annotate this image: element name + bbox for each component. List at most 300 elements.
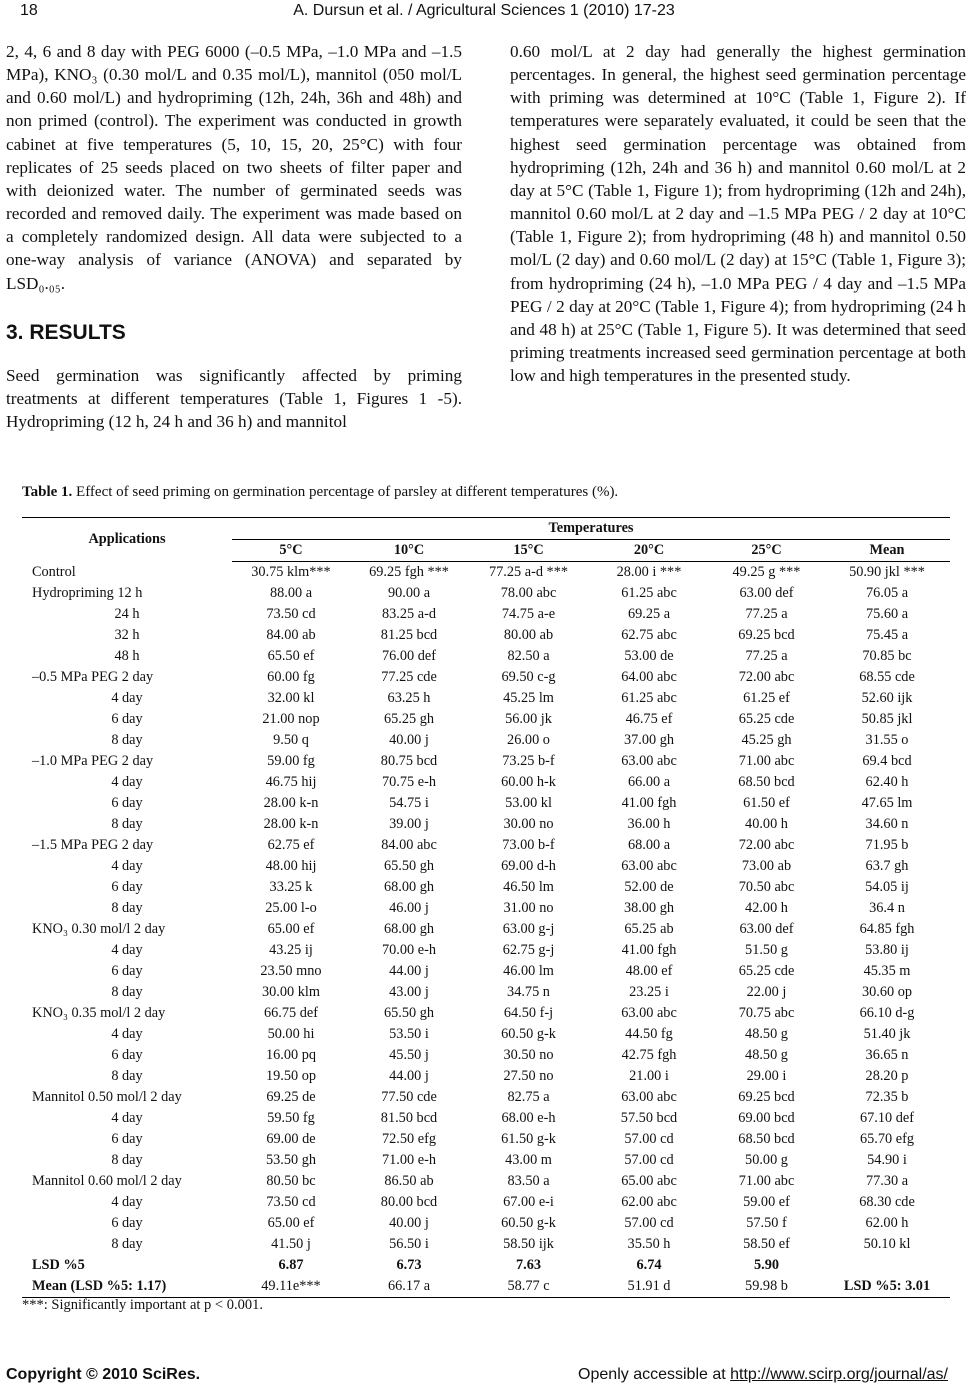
page-number: 18	[20, 2, 38, 19]
table-row	[22, 856, 950, 877]
table-row	[22, 793, 950, 814]
table-cell: 50.00 hi	[267, 1026, 315, 1042]
table-row	[22, 667, 950, 688]
row-label: 4 day	[111, 1110, 143, 1126]
table-row	[22, 1024, 950, 1045]
table-cell: 28.00 i ***	[616, 564, 682, 580]
col-header: 15°C	[468, 540, 589, 562]
table-cell: 65.25 ab	[624, 921, 674, 937]
table-cell: 60.00 fg	[267, 669, 315, 685]
table-cell: 81.25 bcd	[380, 627, 438, 643]
right-column	[510, 40, 966, 387]
table-caption	[22, 484, 948, 501]
table-cell: 37.00 gh	[623, 732, 675, 748]
table-cell: 83.50 a	[507, 1173, 550, 1189]
table-cell: 68.30 cde	[859, 1194, 915, 1210]
table-cell: 47.65 lm	[861, 795, 913, 811]
table-cell: 69.4 bcd	[862, 753, 912, 769]
table-cell: 83.25 a-d	[382, 606, 436, 622]
table-cell: 43.00 m	[505, 1152, 552, 1168]
row-label: 6 day	[111, 711, 143, 727]
running-header	[20, 2, 948, 24]
row-label: 4 day	[111, 858, 143, 874]
table-row	[22, 982, 950, 1003]
table-row	[22, 625, 950, 646]
table-cell: 73.50 cd	[266, 1194, 316, 1210]
table-cell: 22.00 j	[746, 984, 787, 1000]
open-access-text: Openly accessible at	[578, 1366, 731, 1383]
table-cell: 66.00 a	[627, 774, 671, 790]
table-cell: 57.00 cd	[624, 1152, 674, 1168]
table-cell: 53.80 ij	[865, 942, 909, 958]
table-cell: 63.7 gh	[865, 858, 909, 874]
table-row	[22, 1087, 950, 1108]
table-cell: 21.00 nop	[262, 711, 320, 727]
table-row	[22, 919, 950, 940]
table-row	[22, 877, 950, 898]
table-cell: 80.75 bcd	[380, 753, 438, 769]
table-cell: 64.50 f-j	[503, 1005, 554, 1021]
row-label: Control	[32, 563, 76, 580]
table-cell: 27.50 no	[503, 1068, 554, 1084]
table-row	[22, 1192, 950, 1213]
table-cell: 63.00 def	[739, 585, 794, 601]
table-cell: 25.00 l-o	[265, 900, 317, 916]
row-label: 4 day	[111, 1194, 143, 1210]
open-access-note	[578, 1366, 948, 1384]
row-label: –1.0 MPa PEG 2 day	[32, 753, 154, 769]
row-label: 6 day	[111, 1131, 143, 1147]
table-cell: 64.85 fgh	[859, 921, 915, 937]
table-cell: 77.25 a-d ***	[488, 564, 569, 580]
table-cell: 39.00 j	[389, 816, 429, 832]
table-cell: 88.00 a	[269, 585, 313, 601]
table-row	[22, 646, 950, 667]
table-cell: 76.05 a	[865, 585, 909, 601]
table-row	[22, 688, 950, 709]
table-cell: 45.35 m	[863, 963, 911, 979]
table-row	[22, 772, 950, 793]
table-cell: 71.00 abc	[738, 1173, 795, 1189]
col-header: 25°C	[709, 540, 824, 562]
table-cell: 30.00 klm	[262, 984, 320, 1000]
row-label: 8 day	[111, 732, 143, 748]
row-label: Mean (LSD %5: 1.17)	[22, 1276, 232, 1298]
row-label: 8 day	[111, 1152, 143, 1168]
table-cell: 62.75 g-j	[502, 942, 555, 958]
table-cell: 63.25 h	[387, 690, 431, 706]
table-cell: 43.00 j	[389, 984, 429, 1000]
table-cell: 40.00 j	[389, 732, 429, 748]
table-cell: 59.00 fg	[267, 753, 315, 769]
table-cell: 33.25 k	[269, 879, 313, 895]
table-cell: 65.25 gh	[383, 711, 435, 727]
table-cell: 54.05 ij	[865, 879, 909, 895]
table-cell: 23.25 i	[629, 984, 669, 1000]
row-label: 8 day	[111, 1236, 143, 1252]
table-cell: 65.50 gh	[383, 1005, 435, 1021]
table-cell: 71.00 e-h	[382, 1152, 436, 1168]
col-header: Mean	[824, 540, 950, 562]
table-row	[22, 1171, 950, 1192]
table-cell: 50.00 g	[745, 1152, 788, 1168]
table-row	[22, 835, 950, 856]
table-cell: 32.00 kl	[267, 690, 315, 706]
table-cell: 68.50 bcd	[738, 774, 795, 790]
table-cell: 62.75 ef	[267, 837, 315, 853]
table-cell: 62.40 h	[865, 774, 909, 790]
table-row	[22, 1045, 950, 1066]
table-cell: 36.4 n	[869, 900, 905, 916]
row-label: 4 day	[111, 942, 143, 958]
row-label: 6 day	[111, 963, 143, 979]
table-cell: 38.00 gh	[623, 900, 675, 916]
table-cell: 60.00 h-k	[501, 774, 556, 790]
table-cell: 73.25 b-f	[502, 753, 555, 769]
row-label: 4 day	[111, 1026, 143, 1042]
table-cell: 31.55 o	[865, 732, 909, 748]
table-cell: 53.50 gh	[265, 1152, 317, 1168]
table-cell: 28.20 p	[865, 1068, 909, 1084]
table-cell: 44.50 fg	[625, 1026, 673, 1042]
table-cell: 68.00 gh	[383, 879, 435, 895]
table-cell: 46.00 j	[389, 900, 429, 916]
table-cell: 30.60 op	[861, 984, 913, 1000]
row-label: 8 day	[111, 984, 143, 1000]
table-row	[22, 1129, 950, 1150]
table-cell: 29.00 i	[746, 1068, 787, 1084]
table-cell: 59.00 ef	[743, 1194, 790, 1210]
table-cell: 5.90	[753, 1257, 780, 1273]
row-label: 8 day	[111, 900, 143, 916]
table-cell: 70.75 abc	[738, 1005, 795, 1021]
table-cell: 61.25 abc	[621, 690, 677, 706]
table-cell: 44.00 j	[389, 963, 429, 979]
table-cell: 73.00 b-f	[502, 837, 555, 853]
table-cell: 28.00 k-n	[263, 816, 319, 832]
table-cell: 53.00 de	[624, 648, 674, 664]
table-cell: 65.00 ef	[267, 921, 315, 937]
table-cell: 26.00 o	[507, 732, 550, 748]
row-label: KNO₃ 0.30 mol/l 2 day	[32, 921, 166, 937]
table-cell: 6.74	[636, 1257, 662, 1273]
table-caption-text: Effect of seed priming on germination percentage of parsley at different temperatures (%).	[72, 484, 619, 500]
table-cell: 48.50 g	[745, 1047, 788, 1063]
table-cell: 72.00 abc	[738, 837, 795, 853]
table-cell: 75.60 a	[865, 606, 909, 622]
table-cell: 63.00 abc	[621, 858, 677, 874]
table-cell: 57.50 bcd	[620, 1110, 678, 1126]
table-cell: 59.98 b	[709, 1276, 824, 1298]
table-cell: 46.75 ef	[625, 711, 673, 727]
table-cell: 60.50 g-k	[501, 1026, 556, 1042]
table-cell: 7.63	[515, 1257, 542, 1273]
table-caption-label: Table 1.	[22, 484, 73, 500]
results-paragraph-continued: 0.60 mol/L at 2 day had generally the highest germination percentages. In general, the highest seed germination percentage with priming was determined at 10°C (Table 1, Figure 2). If temperatures were separately evaluated, it could be seen that the highest seed germination percentage was obtained from hydropriming (12h, 24h and 36 h) and mannitol 0.60 mol/L at 2 day at 5°C (Table 1, Figure 1); from hydropriming (12h and 24h), mannitol 0.60 mol/L at 2 day and –1.5 MPa PEG / 2 day at 10°C (Table 1, Figure 2); from hydropriming (48 h) and mannitol 0.50 mol/L (2 day) and 0.60 mol/L (2 day) at 15°C (Table 1, Figure 3); from hydropriming (24 h), –1.0 MPa PEG / 4 day and –1.5 MPa PEG / 2 day at 20°C (Table 1, Figure 4); from hydropriming (24 h and 48 h) at 25°C (Table 1, Figure 5). It was determined that seed priming treatments increased seed germination percentage at both low and high temperatures in the presented study.	[510, 42, 966, 386]
table-cell: 70.85 bc	[862, 648, 912, 664]
table-cell: 45.25 lm	[503, 690, 554, 706]
table-cell: 49.25 g ***	[732, 564, 801, 580]
table-cell: 69.50 c-g	[501, 669, 556, 685]
table-cell: 61.25 ef	[743, 690, 790, 706]
copyright: Copyright © 2010 SciRes.	[6, 1366, 201, 1383]
row-label: 6 day	[111, 879, 143, 895]
table-cell: 68.50 bcd	[738, 1131, 795, 1147]
table-cell: 73.00 ab	[741, 858, 792, 874]
table-cell: 51.91 d	[589, 1276, 709, 1298]
table-cell: 65.25 cde	[738, 963, 795, 979]
table-cell: 69.00 de	[266, 1131, 316, 1147]
table-cell: 80.00 bcd	[380, 1194, 438, 1210]
table-cell: 63.00 abc	[621, 753, 677, 769]
table-row	[22, 898, 950, 919]
table-row	[22, 1255, 950, 1276]
row-label: 24 h	[114, 606, 140, 622]
table-cell: 67.10 def	[860, 1110, 914, 1126]
row-label: KNO₃ 0.35 mol/l 2 day	[32, 1005, 166, 1021]
table-cell: 23.50 mno	[260, 963, 322, 979]
row-label: 6 day	[111, 1047, 143, 1063]
table-cell: 70.50 abc	[738, 879, 795, 895]
table-cell: 59.50 fg	[267, 1110, 315, 1126]
table-cell: 65.50 ef	[267, 648, 315, 664]
table-cell: 65.00 abc	[621, 1173, 677, 1189]
row-label: –1.5 MPa PEG 2 day	[32, 837, 154, 853]
row-label: 6 day	[111, 795, 143, 811]
table-cell: 57.00 cd	[624, 1215, 674, 1231]
table-cell: 50.85 jkl	[861, 711, 913, 727]
table-cell: 58.50 ijk	[503, 1236, 554, 1252]
table-cell: 69.00 bcd	[738, 1110, 795, 1126]
col-header: 10°C	[350, 540, 468, 562]
table-cell: 66.10 d-g	[859, 1005, 915, 1021]
table-cell: 63.00 abc	[621, 1089, 677, 1105]
table-cell: 54.75 i	[389, 795, 429, 811]
table-cell: 21.00 i	[629, 1068, 669, 1084]
table-cell: 72.50 efg	[382, 1131, 436, 1147]
table-cell: 75.45 a	[865, 627, 909, 643]
table-row	[22, 1150, 950, 1171]
table-cell: 48.00 ef	[625, 963, 673, 979]
table-cell: 34.60 n	[865, 816, 909, 832]
table-cell: 6.87	[278, 1257, 304, 1273]
table-cell: 41.00 fgh	[621, 795, 677, 811]
table-row	[22, 1213, 950, 1234]
table-cell: 68.00 e-h	[501, 1110, 556, 1126]
table-cell: 65.00 ef	[267, 1215, 315, 1231]
table-cell: 68.00 a	[627, 837, 671, 853]
row-label: 8 day	[111, 816, 143, 832]
table-row	[22, 583, 950, 604]
table-row	[22, 1276, 950, 1298]
row-label: –0.5 MPa PEG 2 day	[32, 669, 154, 685]
table-cell: 58.50 ef	[743, 1236, 790, 1252]
table-cell: 77.25 cde	[381, 669, 437, 685]
table-cell: 57.00 cd	[624, 1131, 674, 1147]
col-header: 5°C	[232, 540, 350, 562]
table-cell: 61.50 g-k	[501, 1131, 556, 1147]
table-cell: 52.00 de	[624, 879, 674, 895]
table-cell: 19.50 op	[265, 1068, 317, 1084]
table-cell: 66.17 a	[350, 1276, 468, 1298]
table-cell: 77.25 a	[745, 606, 788, 622]
table-cell: 71.00 abc	[738, 753, 795, 769]
table-row	[22, 730, 950, 751]
col-header: 20°C	[589, 540, 709, 562]
table-cell: 49.11e***	[232, 1276, 350, 1298]
table-cell: 62.00 h	[865, 1215, 909, 1231]
table-cell: 67.00 e-i	[503, 1194, 554, 1210]
table-cell: 61.25 abc	[621, 585, 677, 601]
table-cell: 9.50 q	[273, 732, 309, 748]
table-cell: 77.50 cde	[381, 1089, 437, 1105]
table-cell: 86.50 ab	[384, 1173, 434, 1189]
table-footnote: ***: Significantly important at p < 0.001.	[22, 1297, 263, 1313]
table-cell: 40.00 h	[745, 816, 788, 832]
table-cell: 46.00 lm	[503, 963, 554, 979]
row-label: 4 day	[111, 774, 143, 790]
table-cell: 46.75 hij	[265, 774, 317, 790]
table-cell: 45.50 j	[389, 1047, 429, 1063]
table-cell: 74.75 a-e	[501, 606, 556, 622]
table-cell: 69.25 de	[266, 1089, 316, 1105]
running-head: A. Dursun et al. / Agricultural Sciences 1 (2010) 17-23	[293, 2, 675, 19]
table-cell: 81.50 bcd	[380, 1110, 438, 1126]
table-row	[22, 940, 950, 961]
table-row	[22, 709, 950, 730]
table-cell: 53.00 kl	[505, 795, 552, 811]
table-cell: 69.25 bcd	[738, 627, 795, 643]
table-cell: 30.00 no	[503, 816, 554, 832]
table-cell: 36.65 n	[865, 1047, 909, 1063]
table-cell: 77.30 a	[865, 1173, 909, 1189]
table-cell: 65.25 cde	[738, 711, 795, 727]
table-row	[22, 961, 950, 982]
table-cell: 51.40 jk	[863, 1026, 911, 1042]
table-cell: LSD %5: 3.01	[824, 1276, 950, 1298]
table-cell: 63.00 def	[739, 921, 794, 937]
table-cell: 80.50 bc	[266, 1173, 316, 1189]
table-row	[22, 1108, 950, 1129]
row-label: LSD %5	[32, 1257, 85, 1273]
section-heading-results: 3. RESULTS	[6, 320, 126, 344]
row-label: 48 h	[114, 648, 140, 664]
table-cell: 35.50 h	[627, 1236, 671, 1252]
table-cell: 66.75 def	[264, 1005, 318, 1021]
table-cell: 50.90 jkl ***	[849, 564, 925, 580]
row-label: Hydropriming 12 h	[32, 585, 143, 601]
table-cell: 52.60 ijk	[861, 690, 913, 706]
table-cell: 61.50 ef	[743, 795, 790, 811]
table-cell: 34.75 n	[507, 984, 550, 1000]
table-cell: 48.00 hij	[265, 858, 317, 874]
table-cell: 60.50 g-k	[501, 1215, 556, 1231]
table-cell: 42.75 fgh	[621, 1047, 677, 1063]
table-cell: 84.00 abc	[381, 837, 437, 853]
table-row	[22, 1066, 950, 1087]
left-column	[6, 40, 462, 433]
table-cell: 51.50 g	[745, 942, 788, 958]
table-cell: 77.25 a	[745, 648, 788, 664]
table-cell: 70.00 e-h	[382, 942, 436, 958]
table-row	[22, 1003, 950, 1024]
row-label: 8 day	[111, 1068, 143, 1084]
table-cell: 56.00 jk	[505, 711, 552, 727]
row-label: Mannitol 0.50 mol/l 2 day	[32, 1089, 182, 1105]
table-cell: 76.00 def	[382, 648, 436, 664]
table-cell: 57.50 f	[746, 1215, 787, 1231]
table-cell: 65.70 efg	[860, 1131, 914, 1147]
journal-link[interactable]: http://www.scirp.org/journal/as/	[730, 1366, 948, 1383]
table-cell: 36.00 h	[627, 816, 671, 832]
table-cell: 68.00 gh	[383, 921, 435, 937]
table-cell: 69.25 bcd	[738, 1089, 795, 1105]
table-cell: 42.00 h	[745, 900, 788, 916]
table-cell: 46.50 lm	[503, 879, 554, 895]
table-cell: 82.75 a	[507, 1089, 550, 1105]
table-cell: 45.25 gh	[741, 732, 792, 748]
table-cell: 73.50 cd	[266, 606, 316, 622]
table-cell: 65.50 gh	[383, 858, 435, 874]
table-row	[22, 1234, 950, 1255]
table-cell: 69.00 d-h	[501, 858, 556, 874]
table-cell: 43.25 ij	[269, 942, 313, 958]
results-paragraph-start: Seed germination was significantly affected by priming treatments at different temperatures (Table 1, Figures 1 -5). Hydropriming (12 h, 24 h and 36 h) and mannitol	[6, 365, 462, 432]
table-cell: 41.00 fgh	[621, 942, 677, 958]
table-cell: 71.95 b	[865, 837, 909, 853]
table-cell: 58.77 c	[468, 1276, 589, 1298]
table-cell: 69.25 a	[627, 606, 671, 622]
row-label: 6 day	[111, 1215, 143, 1231]
table-cell: 72.35 b	[865, 1089, 909, 1105]
row-label: 4 day	[111, 690, 143, 706]
table-cell: 70.75 e-h	[382, 774, 436, 790]
germination-table	[22, 517, 950, 1298]
table-cell: 56.50 i	[389, 1236, 429, 1252]
table-cell: 63.00 abc	[621, 1005, 677, 1021]
table-cell: 62.75 abc	[621, 627, 677, 643]
table-cell: 40.00 j	[389, 1215, 429, 1231]
table-row	[22, 751, 950, 772]
table-row	[22, 562, 950, 584]
table-cell: 16.00 pq	[265, 1047, 317, 1063]
table-cell: 30.75 klm***	[251, 564, 331, 580]
table-cell: 48.50 g	[745, 1026, 788, 1042]
table-cell: 72.00 abc	[738, 669, 795, 685]
table-cell: 31.00 no	[503, 900, 554, 916]
col-header-applications: Applications	[22, 518, 232, 562]
table-cell: 64.00 abc	[621, 669, 677, 685]
table-cell: 90.00 a	[387, 585, 431, 601]
table-cell: 82.50 a	[507, 648, 550, 664]
table-cell: 80.00 ab	[503, 627, 554, 643]
table-row	[22, 604, 950, 625]
col-group-temperatures: Temperatures	[232, 518, 950, 540]
table-cell: 54.90 i	[867, 1152, 907, 1168]
table-cell: 41.50 j	[271, 1236, 311, 1252]
table-cell: 68.55 cde	[859, 669, 915, 685]
table-cell: 50.10 kl	[863, 1236, 911, 1252]
table-cell: 63.00 g-j	[502, 921, 555, 937]
methods-paragraph: 2, 4, 6 and 8 day with PEG 6000 (–0.5 MPa, –1.0 MPa and –1.5 MPa), KNO₃ (0.30 mol/L and 0.35 mol/L), mannitol (050 mol/L and 0.60 mol/L) and hydropriming (12h, 24h, 36h and 48h) and non primed (control). The experiment was conducted in growth cabinet at five temperatures (5, 10, 15, 20, 25°C) with four replicates of 25 seeds placed on two sheets of filter paper and with deionized water. The number of germinated seeds was recorded and removed daily. The experiment was made based on a completely randomized design. All data were subjected to a one-way analysis of variance (ANOVA) and separated by LSD₀.₀₅.	[6, 42, 462, 293]
table-cell: 44.00 j	[389, 1068, 429, 1084]
table-cell: 84.00 ab	[266, 627, 316, 643]
table-cell: 69.25 fgh ***	[369, 564, 449, 580]
table-cell: 53.50 i	[389, 1026, 429, 1042]
table-row	[22, 814, 950, 835]
row-label: Mannitol 0.60 mol/l 2 day	[32, 1173, 182, 1189]
table-cell: 28.00 k-n	[263, 795, 319, 811]
